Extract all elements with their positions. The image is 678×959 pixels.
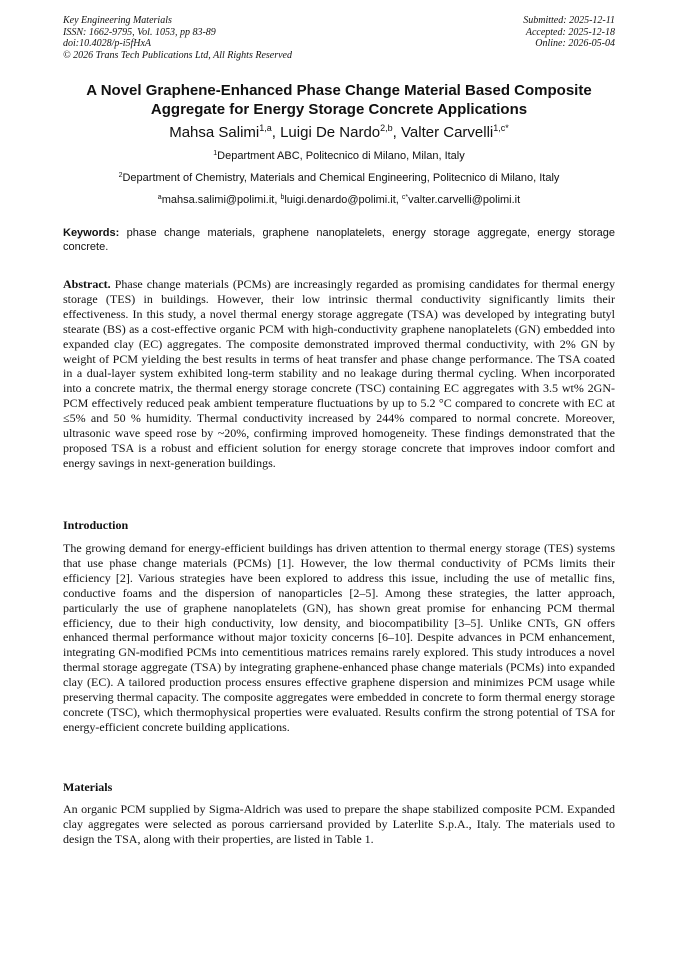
online-date: Online: 2026-05-04 — [535, 38, 615, 50]
email-link[interactable]: luigi.denardo@polimi.it, — [284, 194, 402, 206]
journal-copyright: © 2026 Trans Tech Publications Ltd, All Rights Reserved — [63, 49, 292, 61]
introduction-text: The growing demand for energy-efficient buildings has driven attention to thermal energy storage (TES) systems that use phase change materials (PCMs) [1]. However, the low thermal conductivity of PCMs limits their efficiency [2]. Various strategies have been explored to address this issue, including the use of metallic fins, conductive foams and the dispersion of nanoparticles [2–5]. Among these strategies, the latter approach, particularly the use of graphene nanoplatelets (GN), has shown great promise for enhancing PCM thermal efficiency, due to their high conductivity, low density, and biocompatibility [3–5]. Unlike CNTs, GN offers enhanced thermal performance without major toxicity concerns [6–10]. Despite advances in PCM enhancement, integrating GN-modified PCMs into cementitious matrices remains rarely explored. This study introduces a novel thermal storage aggregate (TSA) by integrating graphene-enhanced phase change materials (PCMs) into expanded clay (EC). A tailored production process ensures effective graphene dispersion and minimizes PCM usage while preserving thermal capacity. The composite aggregates were embedded in concrete to form thermal energy storage concrete (TSC), which thermophysical properties were evaluated. Results confirm the strong potential of TSA for energy-efficient concrete building applications. — [63, 541, 615, 734]
keywords-text: phase change materials, graphene nanoplatelets, energy storage aggregate, energy storage concrete. — [63, 227, 615, 253]
journal-issn: ISSN: 1662-9795, Vol. 1053, pp 83-89 — [63, 26, 216, 38]
email-mark: c* — [401, 194, 409, 201]
author-affiliation-mark: 1,c* — [493, 123, 509, 133]
author-affiliation-mark: 1,a — [259, 123, 272, 133]
affiliation-mark: 2 — [118, 172, 123, 179]
materials-text: An organic PCM supplied by Sigma-Aldrich was used to prepare the shape stabilized composite PCM. Expanded clay aggregates were selected as porous carriersand provided by Laterlite S.p.A., Italy. The materials used to design the TSA, along with their properties, are listed in Table 1. — [63, 802, 615, 846]
author-affiliation-mark: 2,b — [380, 123, 393, 133]
paper-title-line-1: A Novel Graphene-Enhanced Phase Change Material Based Composite — [86, 82, 592, 99]
journal-info — [63, 15, 292, 61]
email-link[interactable]: mahsa.salimi@polimi.it, — [161, 194, 281, 206]
abstract-label: Abstract. — [63, 277, 111, 291]
paper-title — [40, 81, 638, 119]
affiliation-text: Department of Chemistry, Materials and Chemical Engineering, Politecnico di Milano, Italy — [122, 172, 560, 184]
journal-doi[interactable]: doi:10.4028/p-i5fHxA — [63, 38, 152, 50]
email-link[interactable]: valter.carvelli@polimi.it — [408, 194, 521, 206]
author-name: Valter Carvelli — [401, 124, 494, 141]
author-separator: , — [271, 124, 281, 141]
affiliation-text: Department ABC, Politecnico di Milano, Milan, Italy — [217, 150, 465, 162]
affiliation-2 — [40, 172, 638, 185]
paper-title-line-2: Aggregate for Energy Storage Concrete Applications — [150, 101, 528, 118]
affiliation-1 — [40, 150, 638, 163]
author-name: Luigi De Nardo — [280, 124, 381, 141]
accepted-date: Accepted: 2025-12-18 — [525, 26, 615, 38]
author-name: Mahsa Salimi — [169, 124, 260, 141]
materials-heading: Materials — [63, 780, 113, 794]
author-emails — [40, 194, 638, 207]
keywords-section — [63, 227, 615, 254]
abstract-text: Phase change materials (PCMs) are increasingly regarded as promising candidates for thermal energy storage (TES) in buildings. However, their low intrinsic thermal conductivity significantly limits their effectiveness. In this study, a novel thermal energy storage aggregate (TSA) was developed by integrating butyl stearate (BS) as a cost-effective organic PCM with high-conductivity graphene nanoplatelets (GN) embedded into expanded clay (EC) aggregates. The composite demonstrated improved thermal conductivity, with 2% GN by weight of PCM yielding the best results in terms of heat transfer and phase change performance. The TSA coated in a dual-layer system exhibited long-term stability and no leakage during thermal cycling. When incorporated into a concrete matrix, the thermal energy storage concrete (TSC) containing EC aggregates with 3.5 wt% 2GN-PCM effectively reduced peak ambient temperature fluctuations by up to 5.2 °C compared to concrete with EC at ≤5% and 50 % humidity. Thermal conductivity increased by 244% compared to normal concrete. Moreover, ultrasonic wave speed rose by ~20%, confirming improved homogeneity. These findings demonstrated that the proposed TSA is a robust and efficient solution for energy storage concrete that improves indoor comfort and energy savings in next-generation buildings. — [63, 277, 615, 470]
submission-dates — [523, 15, 615, 50]
journal-name: Key Engineering Materials — [63, 15, 172, 26]
author-separator: , — [392, 124, 402, 141]
keywords-label: Keywords: — [63, 227, 120, 239]
email-mark: a — [157, 194, 162, 201]
author-list — [40, 124, 638, 142]
email-mark: b — [280, 194, 285, 201]
introduction-heading: Introduction — [63, 518, 129, 532]
abstract-section — [63, 277, 615, 471]
submitted-date: Submitted: 2025-12-11 — [523, 15, 615, 26]
affiliation-mark: 1 — [213, 150, 218, 157]
